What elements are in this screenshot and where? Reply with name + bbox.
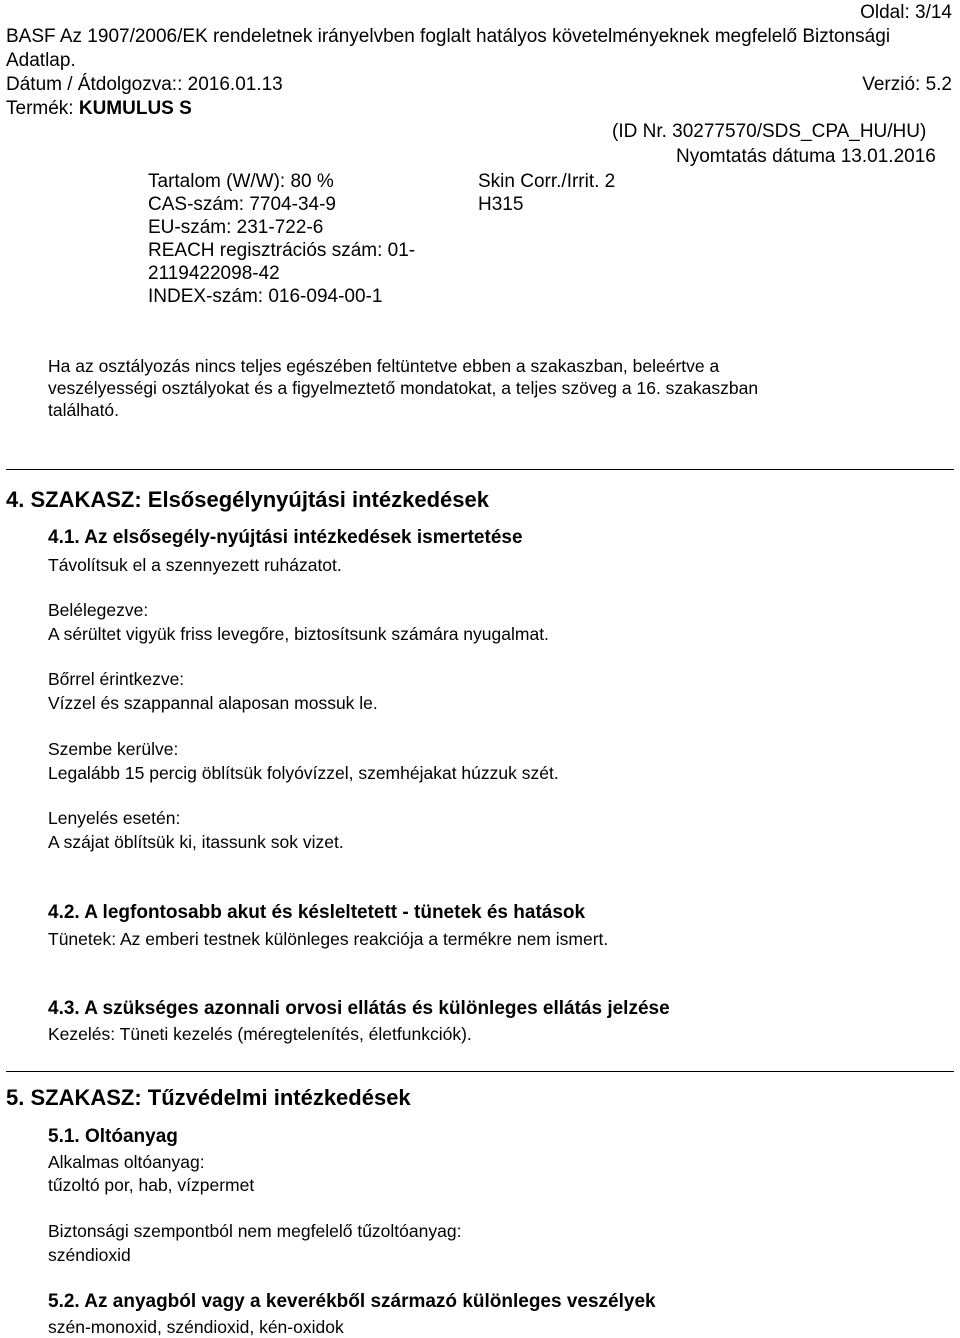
document-title-cont: Adatlap. (6, 50, 76, 71)
general-advice: Távolítsuk el a szennyezett ruházatot. (48, 555, 342, 575)
note-line: Ha az osztályozás nincs teljes egészében feltüntetve ebben a szakaszban, beleértve a (48, 356, 720, 376)
document-id: (ID Nr. 30277570/SDS_CPA_HU/HU) (612, 121, 927, 142)
revision-date: Dátum / Átdolgozva:: 2016.01.13 (6, 74, 283, 95)
composition-line: EU-szám: 231-722-6 (148, 217, 324, 238)
section-4-title: 4. SZAKASZ: Elsősegélynyújtási intézkedések (6, 487, 489, 512)
unsuitable-media-text: széndioxid (48, 1245, 131, 1265)
classification-block (478, 170, 615, 216)
section-divider (6, 1071, 954, 1072)
version: Verzió: 5.2 (862, 74, 952, 95)
classification-note (48, 355, 758, 421)
product-line (6, 98, 192, 120)
ingestion-label: Lenyelés esetén: (48, 808, 181, 828)
treatment-text: Kezelés: Tüneti kezelés (méregtelenítés, életfunkciók). (48, 1024, 472, 1044)
eye-contact-label: Szembe kerülve: (48, 739, 179, 759)
special-hazards-text: szén-monoxid, széndioxid, kén-oxidok (48, 1317, 344, 1337)
product-label: Termék: (6, 98, 79, 119)
subsection-4-1-title: 4.1. Az elsősegély-nyújtási intézkedések ismertetése (48, 527, 523, 548)
classification-line: Skin Corr./Irrit. 2 (478, 171, 616, 192)
product-name: KUMULUS S (78, 98, 192, 119)
symptoms-text: Tünetek: Az emberi testnek különleges reakciója a termékre nem ismert. (48, 929, 609, 949)
composition-line: INDEX-szám: 016-094-00-1 (148, 286, 383, 307)
page-number: Oldal: 3/14 (860, 2, 952, 23)
section-divider (6, 469, 954, 470)
skin-contact-text: Vízzel és szappannal alaposan mossuk le. (48, 693, 378, 713)
classification-line: H315 (478, 194, 524, 215)
eye-contact-text: Legalább 15 percig öblítsük folyóvízzel, szemhéjakat húzzuk szét. (48, 763, 559, 783)
subsection-5-2-title: 5.2. Az anyagból vagy a keverékből származó különleges veszélyek (48, 1291, 656, 1312)
subsection-4-2-title: 4.2. A legfontosabb akut és késleltetett - tünetek és hatások (48, 902, 586, 923)
print-date: Nyomtatás dátuma 13.01.2016 (676, 146, 936, 167)
composition-line: CAS-szám: 7704-34-9 (148, 194, 336, 215)
composition-line: REACH regisztrációs szám: 01- (148, 240, 416, 261)
inhalation-text: A sérültet vigyük friss levegőre, biztosítsunk számára nyugalmat. (48, 624, 549, 644)
note-line: található. (48, 400, 120, 420)
document-title: BASF Az 1907/2006/EK rendeletnek irányelvben foglalt hatályos követelményeknek megfelelő Biztonsági (6, 26, 891, 47)
ingestion-text: A szájat öblítsük ki, itassunk sok vizet. (48, 832, 344, 852)
suitable-media-label: Alkalmas oltóanyag: (48, 1152, 205, 1172)
subsection-5-1-title: 5.1. Oltóanyag (48, 1126, 178, 1147)
note-line: veszélyességi osztályokat és a figyelmeztető mondatokat, a teljes szöveg a 16. szakaszban (48, 378, 759, 398)
composition-line: 2119422098-42 (148, 263, 280, 284)
unsuitable-media-label: Biztonsági szempontból nem megfelelő tűzoltóanyag: (48, 1221, 462, 1241)
inhalation-label: Belélegezve: (48, 600, 149, 620)
section-5-title: 5. SZAKASZ: Tűzvédelmi intézkedések (6, 1085, 411, 1110)
skin-contact-label: Bőrrel érintkezve: (48, 669, 185, 689)
subsection-4-3-title: 4.3. A szükséges azonnali orvosi ellátás és különleges ellátás jelzése (48, 998, 670, 1019)
composition-line: Tartalom (W/W): 80 % (148, 171, 334, 192)
suitable-media-text: tűzoltó por, hab, vízpermet (48, 1175, 255, 1195)
composition-block (148, 170, 415, 308)
